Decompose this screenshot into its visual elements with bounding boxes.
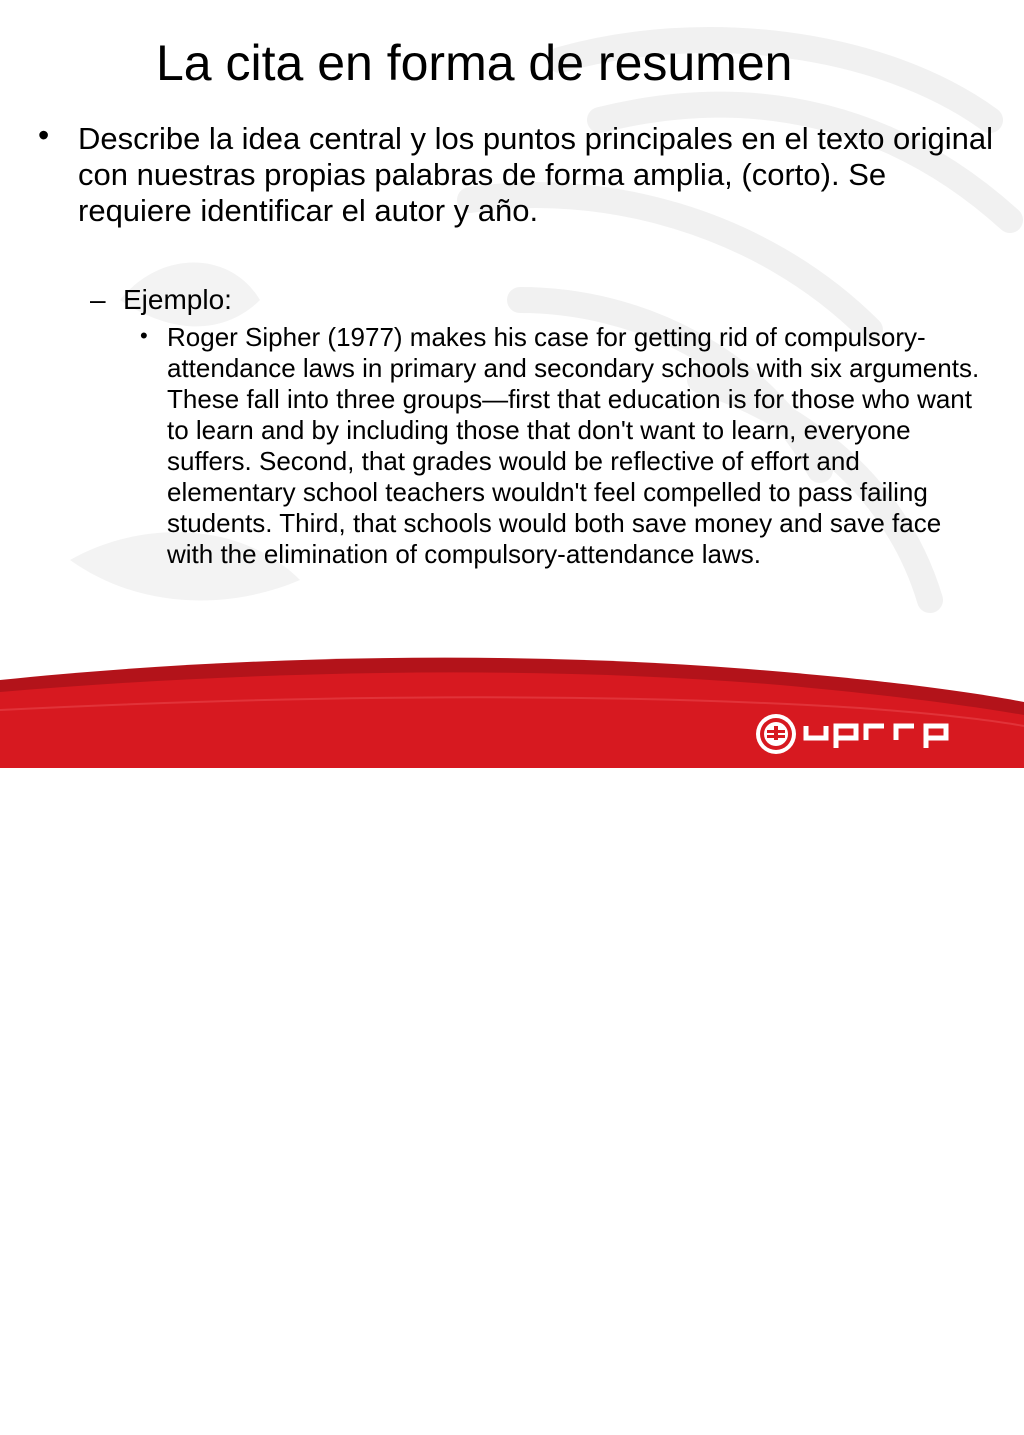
upr-logo (752, 702, 988, 1435)
small-bullet-dot-icon: • (140, 323, 148, 348)
bullet-dot-icon: • (38, 117, 50, 153)
bullet-level-3: Roger Sipher (1977) makes his case for getting rid of compulsory-attendance laws in primary and secondary schools with six arguments. These fall into three groups—first that education is for those who want to learn and by including those that don't want to learn, everyone suffers. Second, that grades would be reflective of effort and elementary school teachers wouldn't feel compelled to pass failing students. Third, that schools would both save money and save face with the elimination of compulsory-attendance laws. (167, 322, 980, 569)
bullet-level-2: Ejemplo: (123, 284, 232, 315)
logo-tagline: LA IUPI (952, 1413, 988, 1435)
university-seal-icon (752, 702, 964, 762)
bullet-level-1: Describe la idea central y los puntos principales en el texto original con nuestras propias palabras de forma amplia, (corto). Se requiere identificar el autor y año. (78, 121, 993, 228)
dash-bullet-icon: – (90, 284, 106, 315)
slide-title: La cita en forma de resumen (156, 35, 793, 91)
